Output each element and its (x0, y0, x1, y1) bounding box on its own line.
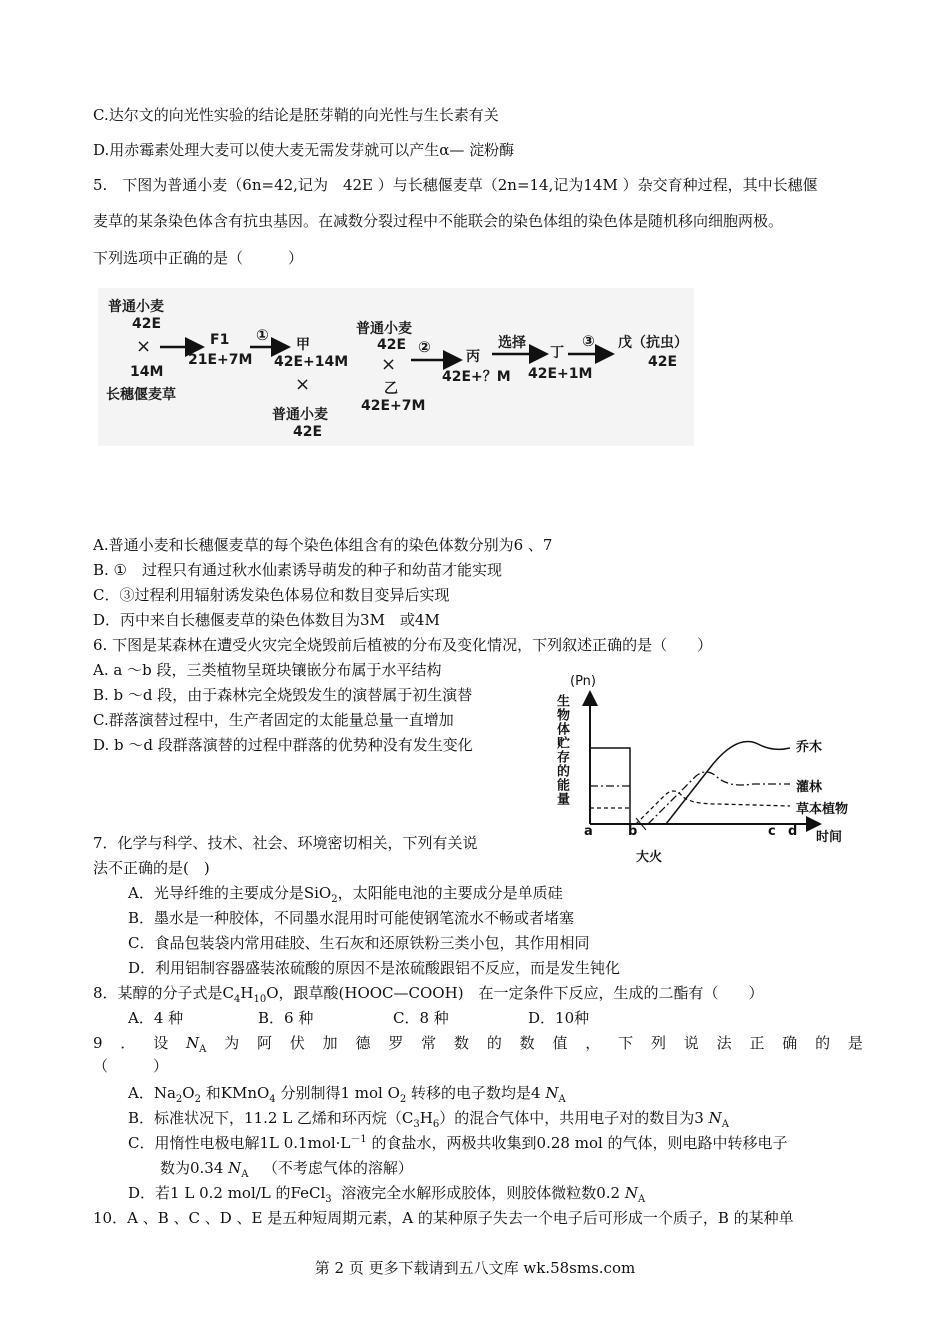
tick-c: c (768, 824, 776, 839)
y-unit: (Pn) (570, 674, 596, 689)
breeding-diagram (98, 288, 694, 446)
legend-shrub: 灌林 (796, 780, 823, 795)
label-wu-value: 42E (648, 354, 678, 370)
forest-energy-graph (548, 672, 878, 864)
label-bing: 丙 (466, 349, 480, 365)
tick-a: a (584, 824, 593, 839)
q9-option-d: D．若1 L 0.2 mol/L 的FeCl$_3$ 溶液完全水解形成胶体，则胶体微粒数0.2 $N_A$ (128, 1184, 646, 1205)
step-1: ① (256, 326, 269, 344)
question-10: 10．A 、B 、C 、D 、E 是五种短周期元素，A 的某种原子失去一个电子后可形成一个质子，B 的某种单 (93, 1209, 794, 1227)
cross-symbol-1: × (136, 336, 152, 357)
legend-tree: 乔木 (796, 740, 823, 755)
label-14m: 14M (130, 364, 164, 380)
q6-option-d: D. b ～d 段群落演替的过程中群落的优势种没有发生变化 (93, 736, 473, 754)
label-42e-2: 42E (293, 424, 323, 440)
label-f1-value: 21E+7M (188, 352, 253, 368)
cross-symbol-2: × (295, 374, 311, 395)
legend-herb: 草本植物 (796, 802, 849, 817)
label-wu: 戊（抗虫） (618, 335, 688, 351)
label-yi-value: 42E+7M (361, 398, 426, 414)
label-bing-value: 42E+？M (442, 369, 511, 385)
q8-options (128, 1008, 589, 1028)
q9-option-a: A．$Na_2O_2$ 和KMnO$_4$ 分别制得1 mol $O_2$ 转移的电子数均是4 $N_A$ (128, 1084, 566, 1105)
tick-b: b (628, 824, 638, 839)
question-7-line1: 7．化学与科学、技术、社会、环境密切相关，下列有关说 (93, 834, 478, 852)
label-jia: 甲 (296, 337, 310, 353)
q6-option-b: B. b ～d 段，由于森林完全烧毁发生的演替属于初生演替 (93, 686, 473, 704)
label-grass: 长穗偃麦草 (106, 387, 176, 403)
q7-option-b: B．墨水是一种胶体，不同墨水混用时可能使钢笔流水不畅或者堵塞 (128, 909, 575, 927)
q6-option-a: A. a ～b 段，三类植物呈斑块镶嵌分布属于水平结构 (93, 661, 442, 679)
q9-option-c-line2: 数为0.34 $N_A$ （不考虑气体的溶解） (160, 1159, 413, 1180)
option-c-darwin: C.达尔文的向光性实验的结论是胚芽鞘的向光性与生长素有关 (93, 106, 499, 124)
question-6: 6. 下图是某森林在遭受火灾完全烧毁前后植被的分布及变化情况，下列叙述正确的是（ ） (93, 636, 713, 654)
cross-symbol-3: × (381, 354, 397, 375)
label-42e: 42E (132, 316, 162, 332)
q9-option-c-line1: C．用惰性电极电解1L $0.1mol\cdot L^{-1}$ 的食盐水，两极共收集到0.28 mol 的气体，则电路中转移电子 (128, 1134, 788, 1152)
q7-option-d: D．利用铝制容器盛装浓硫酸的原因不是浓硫酸跟铝不反应，而是发生钝化 (128, 959, 621, 977)
label-select: 选择 (498, 335, 526, 351)
label-ding: 丁 (550, 345, 564, 361)
question-5-line1: 5. 下图为普通小麦（6n=42,记为 42E ）与长穗偃麦草（2n=14,记为14M ）杂交育种过程，其中长穗偃 (93, 176, 818, 194)
q8-option-c: C．8 种 (393, 1009, 449, 1027)
label-42e-3: 42E (377, 337, 407, 353)
q8-option-a: A．4 种 (128, 1009, 184, 1027)
herb-curve (590, 791, 790, 824)
question-8: 8．某醇的分子式是$C_4H_{10}O$，跟草酸(HOOC—COOH) 在一定条件下反应，生成的二酯有（ ） (93, 984, 764, 1005)
option-d-gibberellin: D.用赤霉素处理大麦可以使大麦无需发芽就可以产生α— 淀粉酶 (93, 141, 515, 159)
q5-option-c: C．③过程利用辐射诱发染色体易位和数目变异后实现 (93, 586, 450, 604)
label-jia-value: 42E+14M (274, 354, 349, 370)
label-wheat-3: 普通小麦 (356, 321, 412, 337)
page-footer: 第 2 页 更多下载请到五八文库 wk.58sms.com (314, 1259, 636, 1277)
question-5-line2: 麦草的某条染色体含有抗虫基因。在减数分裂过程中不能联会的染色体组的染色体是随机移向细胞两极。 (93, 212, 784, 230)
x-label: 时间 (816, 830, 843, 845)
tick-d: d (788, 824, 798, 839)
label-wheat-2: 普通小麦 (272, 407, 328, 423)
label-f1: F1 (210, 332, 230, 348)
label-yi: 乙 (384, 381, 398, 397)
question-9-line1: 9 ． 设 $N_A$ 为 阿 伏 加 德 罗 常 数 的 数 值 ， 下 列 说 法 正 确 的 是 (93, 1034, 863, 1055)
label-ding-value: 42E+1M (528, 366, 593, 382)
shrub-curve (590, 772, 790, 824)
q7-option-a: A．光导纤维的主要成分是SiO$_2$，太阳能电池的主要成分是单质硅 (128, 884, 563, 905)
question-9-line2: （ ） (93, 1057, 169, 1075)
q7-option-c: C．食品包装袋内常用硅胶、生石灰和还原铁粉三类小包，其作用相同 (128, 934, 590, 952)
step-3: ③ (582, 332, 595, 350)
q5-option-a: A.普通小麦和长穗偃麦草的每个染色体组含有的染色体数分别为6 、7 (93, 536, 553, 554)
question-5-line3: 下列选项中正确的是（ ） (93, 249, 304, 267)
q5-option-d: D．丙中来自长穗偃麦草的染色体数目为3M 或4M (93, 611, 440, 629)
q5-option-b: B. ① 过程只有通过秋水仙素诱导萌发的种子和幼苗才能实现 (93, 561, 503, 579)
tree-curve (590, 742, 790, 825)
step-2: ② (418, 338, 431, 356)
q8-option-b: B．6 种 (258, 1009, 314, 1027)
q6-option-c: C.群落演替过程中，生产者固定的太能量总量一直增加 (93, 711, 454, 729)
q8-option-d: D．10种 (528, 1009, 590, 1027)
label-wheat: 普通小麦 (108, 299, 164, 315)
question-7-line2: 法不正确的是( ) (93, 859, 210, 877)
q9-option-b: B．标准状况下，11.2 L 乙烯和环丙烷$(C_3H_6)$的混合气体中，共用电子对的数目为3 $N_A$ (128, 1109, 729, 1130)
fire-label: 大火 (636, 850, 663, 865)
y-label: 生物体贮存的能量 (554, 694, 569, 806)
